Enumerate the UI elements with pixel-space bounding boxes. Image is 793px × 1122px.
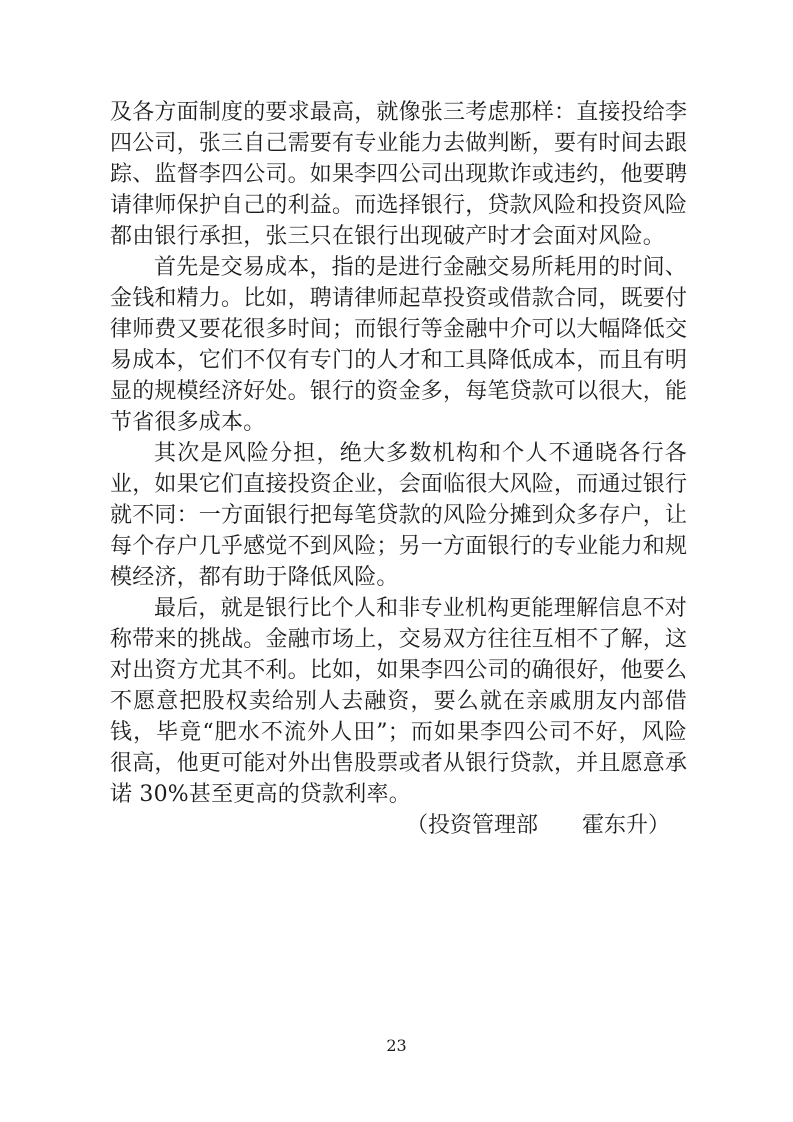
text-line: 易成本，它们不仅有专门的人才和工具降低成本，而且有明 [110,348,687,373]
document-body [110,97,687,841]
text-line: 其次是风险分担，绝大多数机构和个人不通晓各行各 [154,441,687,466]
text-line: 业，如果它们直接投资企业，会面临很大风险，而通过银行 [110,472,687,497]
page-number: 23 [386,1036,407,1055]
text-line: 对出资方尤其不利。比如，如果李四公司的确很好，他要么 [110,658,687,683]
paragraph [110,593,687,810]
paragraphs [110,97,687,810]
attribution: （投资管理部 霍东升） [405,813,670,838]
text-line: 节省很多成本。 [110,410,266,435]
text-line: 称带来的挑战。金融市场上，交易双方往往互相不了解，这 [110,627,687,652]
text-line: 四公司，张三自己需要有专业能力去做判断，要有时间去跟 [110,131,687,156]
text-line: 请律师保护自己的利益。而选择银行，贷款风险和投资风险 [110,193,687,218]
text-line: 踪、监督李四公司。如果李四公司出现欺诈或违约，他要聘 [110,162,687,187]
paragraph [110,438,687,593]
text-line: 不愿意把股权卖给别人去融资，要么就在亲戚朋友内部借 [110,689,687,714]
text-line: 每个存户几乎感觉不到风险；另一方面银行的专业能力和规 [110,534,687,559]
text-line: 金钱和精力。比如，聘请律师起草投资或借款合同，既要付 [110,286,687,311]
text-line: 模经济，都有助于降低风险。 [110,565,399,590]
text-line: 律师费又要花很多时间；而银行等金融中介可以大幅降低交 [110,317,687,342]
text-line: 都由银行承担，张三只在银行出现破产时才会面对风险。 [110,224,666,249]
text-line: 很高，他更可能对外出售股票或者从银行贷款，并且愿意承 [110,751,687,776]
text-line: 诺 30%甚至更高的贷款利率。 [110,782,411,807]
text-line: 首先是交易成本，指的是进行金融交易所耗用的时间、 [154,255,687,280]
text-line: 钱，毕竟“肥水不流外人田”；而如果李四公司不好，风险 [110,720,687,745]
paragraph [110,97,687,252]
text-line: 就不同：一方面银行把每笔贷款的风险分摊到众多存户，让 [110,503,687,528]
paragraph [110,252,687,438]
text-line: 最后，就是银行比个人和非专业机构更能理解信息不对 [154,596,687,621]
text-line: 及各方面制度的要求最高，就像张三考虑那样：直接投给李 [110,100,687,125]
text-line: 显的规模经济好处。银行的资金多，每笔贷款可以很大，能 [110,379,687,404]
